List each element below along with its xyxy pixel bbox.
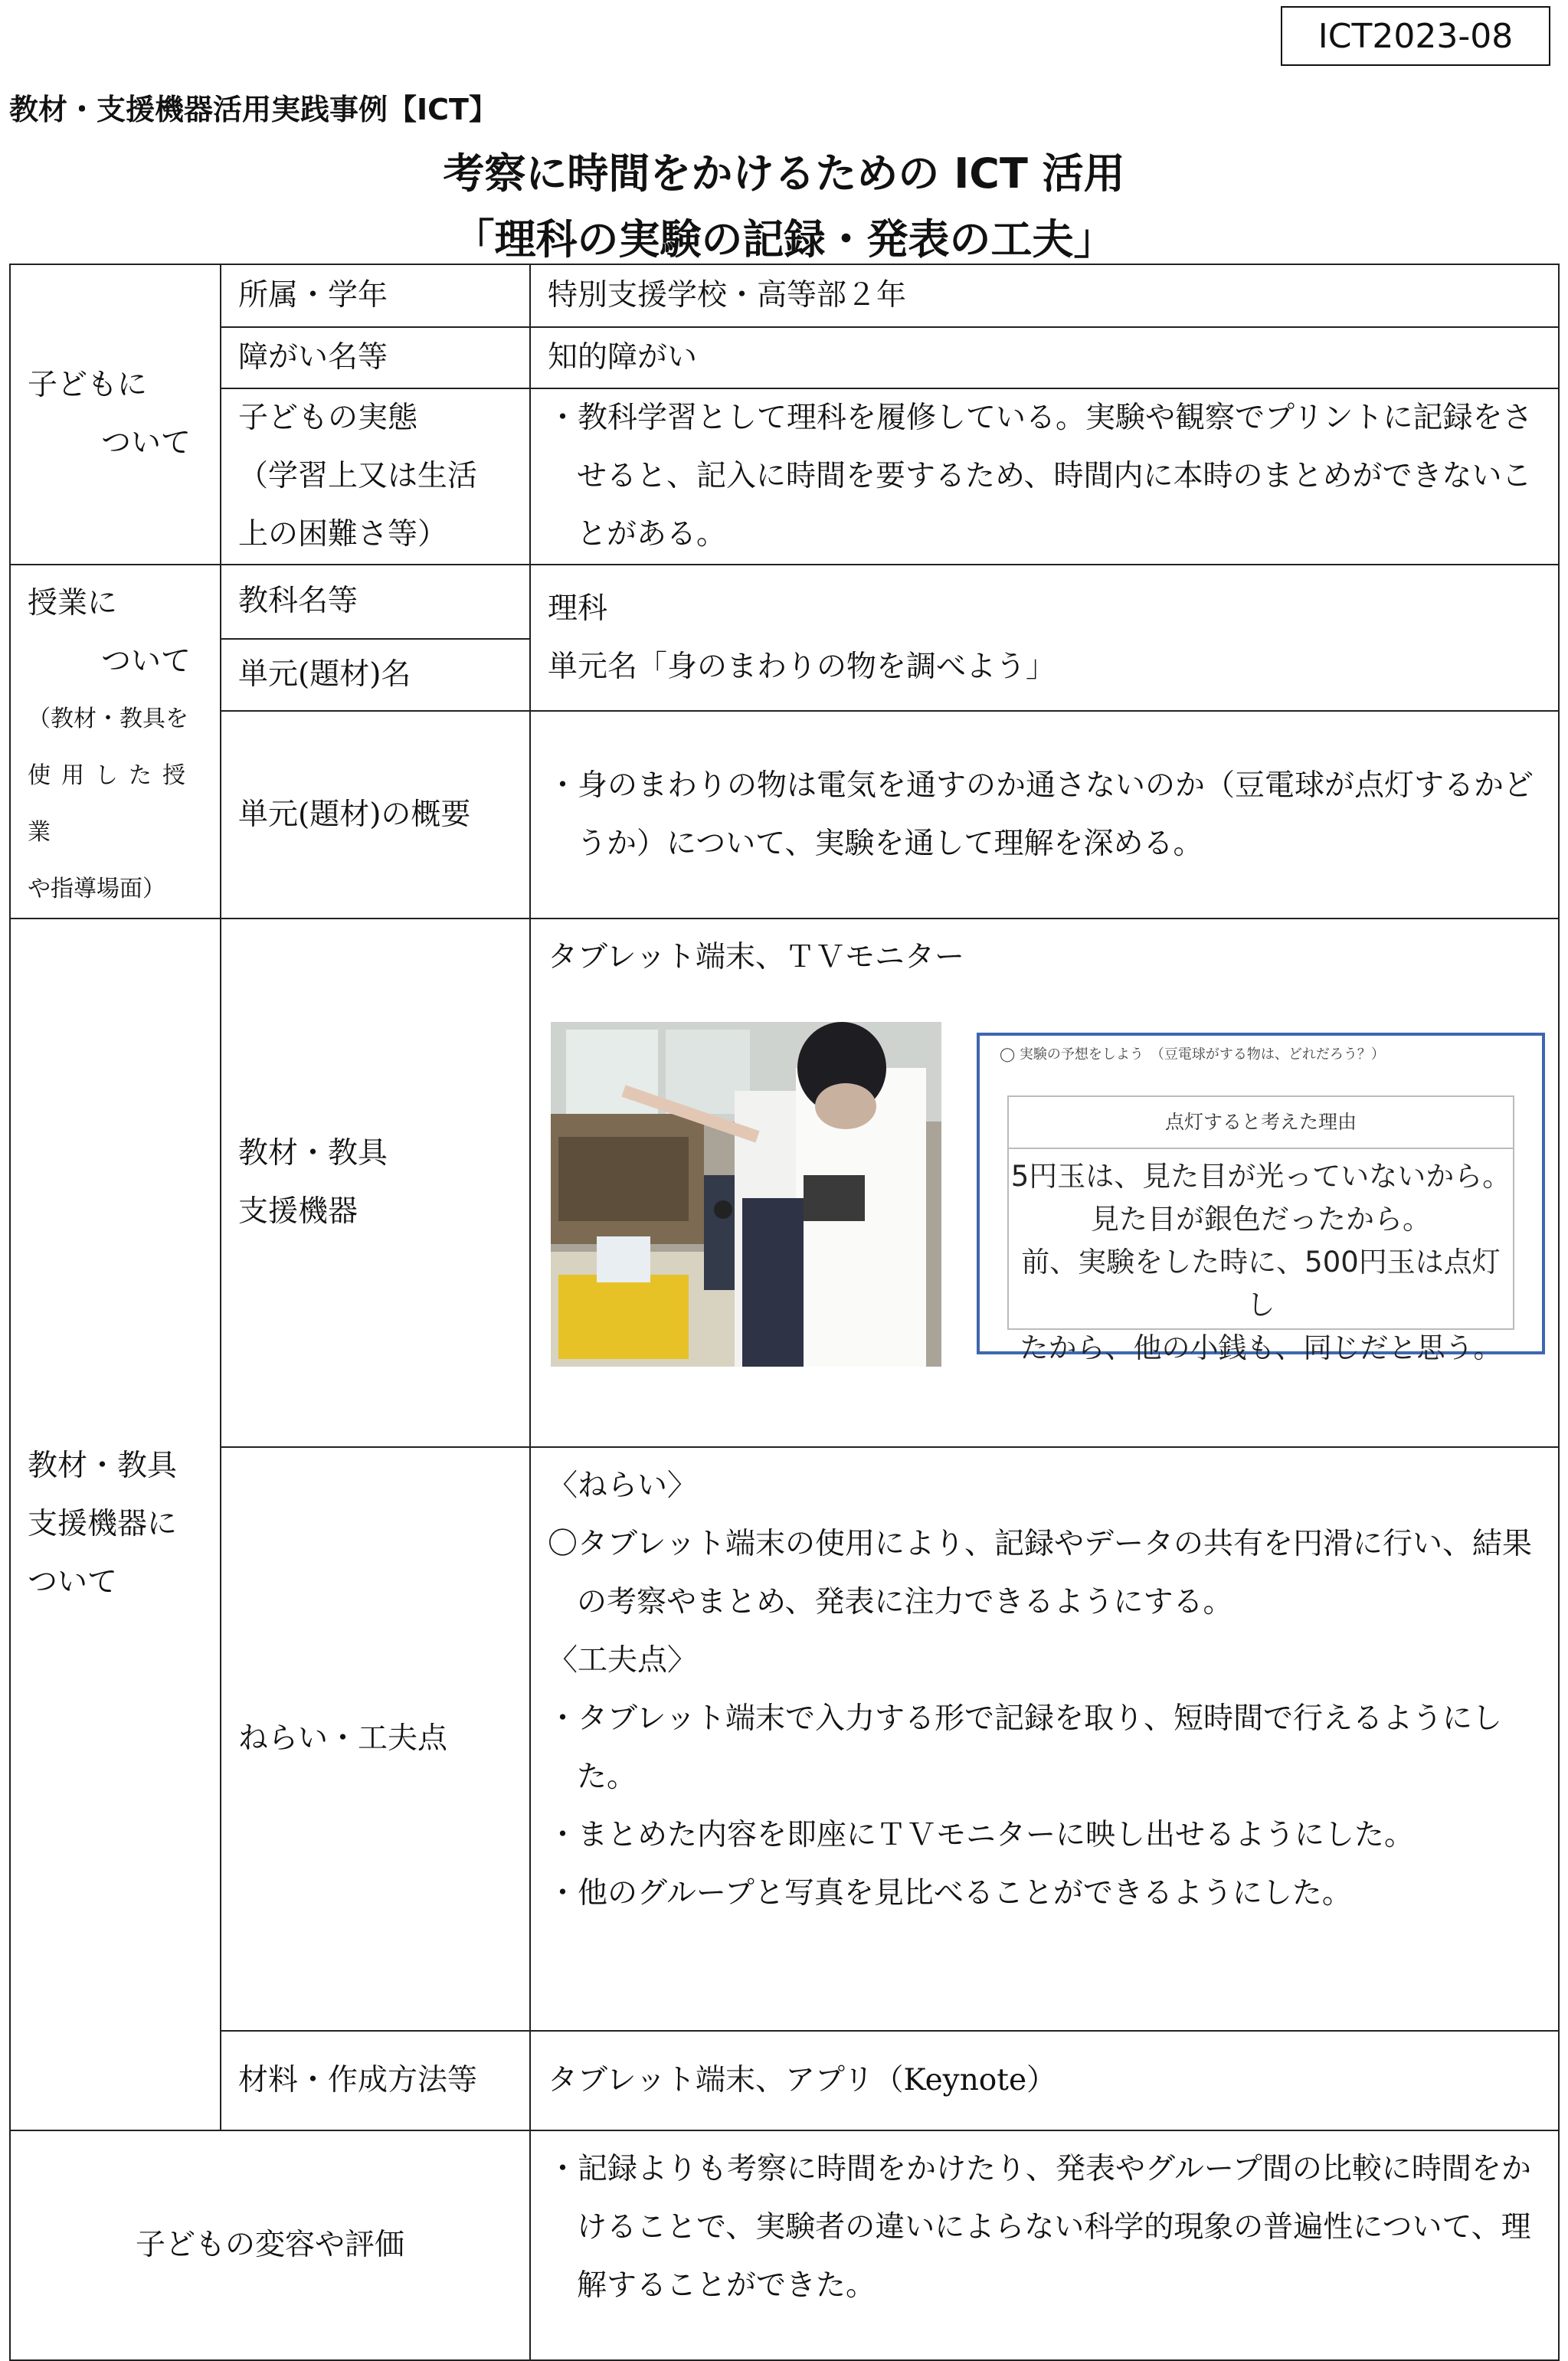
category-label: 教材・支援機器活用実践事例【ICT】 (9, 93, 498, 126)
media-area (548, 994, 1541, 1364)
unit-label: 単元(題材)名 (221, 639, 530, 711)
unit-value: 単元名「身のまわりの物を調べよう」 (548, 649, 1056, 684)
disability-label: 障がい名等 (221, 327, 530, 388)
tools-label: 教材・教具 支援機器 (221, 919, 530, 1447)
section-child-label: 子どもに ついて (10, 264, 221, 565)
aim-text: 〇タブレット端末の使用により、記録やデータの共有を円滑に行い、結果の考察やまとめ、発表に注力できるようにする。 (548, 1527, 1533, 1619)
points-heading: 〈工夫点〉 (548, 1643, 698, 1678)
case-table (9, 264, 1560, 2361)
section-lesson-label: 授業に ついて （教材・教具を 使用した授業 や指導場面） (10, 565, 221, 919)
aim-heading: 〈ねらい〉 (548, 1469, 698, 1503)
keynote-slide (977, 1033, 1545, 1364)
aim-label: ねらい・工夫点 (221, 1447, 530, 2031)
slide-question: ◯ 実験の予想をしよう （豆電球がする物は、どれだろう？） (1000, 1046, 1385, 1063)
point-item: ・他のグループと写真を見比べることができるようにした。 (548, 1876, 1352, 1911)
overview-text: ・身のまわりの物は電気を通すのか通さないのか（豆電球が点灯するかどうか）について、実験を通して理解を深める。 (530, 711, 1559, 919)
classroom-photo (551, 1022, 941, 1367)
slide-header: 点灯すると考えた理由 (1007, 1095, 1514, 1149)
subject-value: 理科 (548, 591, 608, 626)
section-materials-label: 教材・教具 支援機器に ついて (10, 919, 221, 2130)
eval-text: ・記録よりも考察に時間をかけたり、発表やグループ間の比較に時間をかけることで、実験者の違いによらない科学的現象の普遍性について、理解することができた。 (530, 2130, 1559, 2360)
affiliation-label: 所属・学年 (221, 264, 530, 327)
disability-value: 知的障がい (530, 327, 1559, 388)
tools-cell (530, 919, 1559, 1447)
title-line-2: 「理科の実験の記録・発表の工夫」 (453, 215, 1115, 264)
slide-body: 5円玉は、見た目が光っていないから。 見た目が銀色だったから。 前、実験をした時に、500円玉は点灯し たから、他の小銭も、同じだと思う。 (1007, 1146, 1514, 1330)
subject-label: 教科名等 (221, 565, 530, 639)
point-item: ・まとめた内容を即座にＴＶモニターに映し出せるようにした。 (548, 1818, 1415, 1852)
tools-value: タブレット端末、ＴＶモニター (548, 940, 965, 974)
document-id: ICT2023-08 (1281, 6, 1550, 66)
eval-label: 子どもの変容や評価 (10, 2130, 530, 2360)
method-label: 材料・作成方法等 (221, 2031, 530, 2130)
subject-unit-cell (530, 565, 1559, 711)
classroom-photo-illustration (551, 1022, 941, 1367)
point-item: ・タブレット端末で入力する形で記録を取り、短時間で行えるようにした。 (548, 1701, 1503, 1794)
child-state-text: ・教科学習として理科を履修している。実験や観察でプリントに記録をさせると、記入に時間を要するため、時間内に本時のまとめができないことがある。 (530, 388, 1559, 565)
child-state-label: 子どもの実態 （学習上又は生活 上の困難さ等） (221, 388, 530, 565)
method-value: タブレット端末、アプリ（Keynote） (530, 2031, 1559, 2130)
affiliation-value: 特別支援学校・高等部２年 (530, 264, 1559, 327)
overview-label: 単元(題材)の概要 (221, 711, 530, 919)
title-line-1: 考察に時間をかけるための ICT 活用 (443, 149, 1125, 198)
aim-cell (530, 1447, 1559, 2031)
